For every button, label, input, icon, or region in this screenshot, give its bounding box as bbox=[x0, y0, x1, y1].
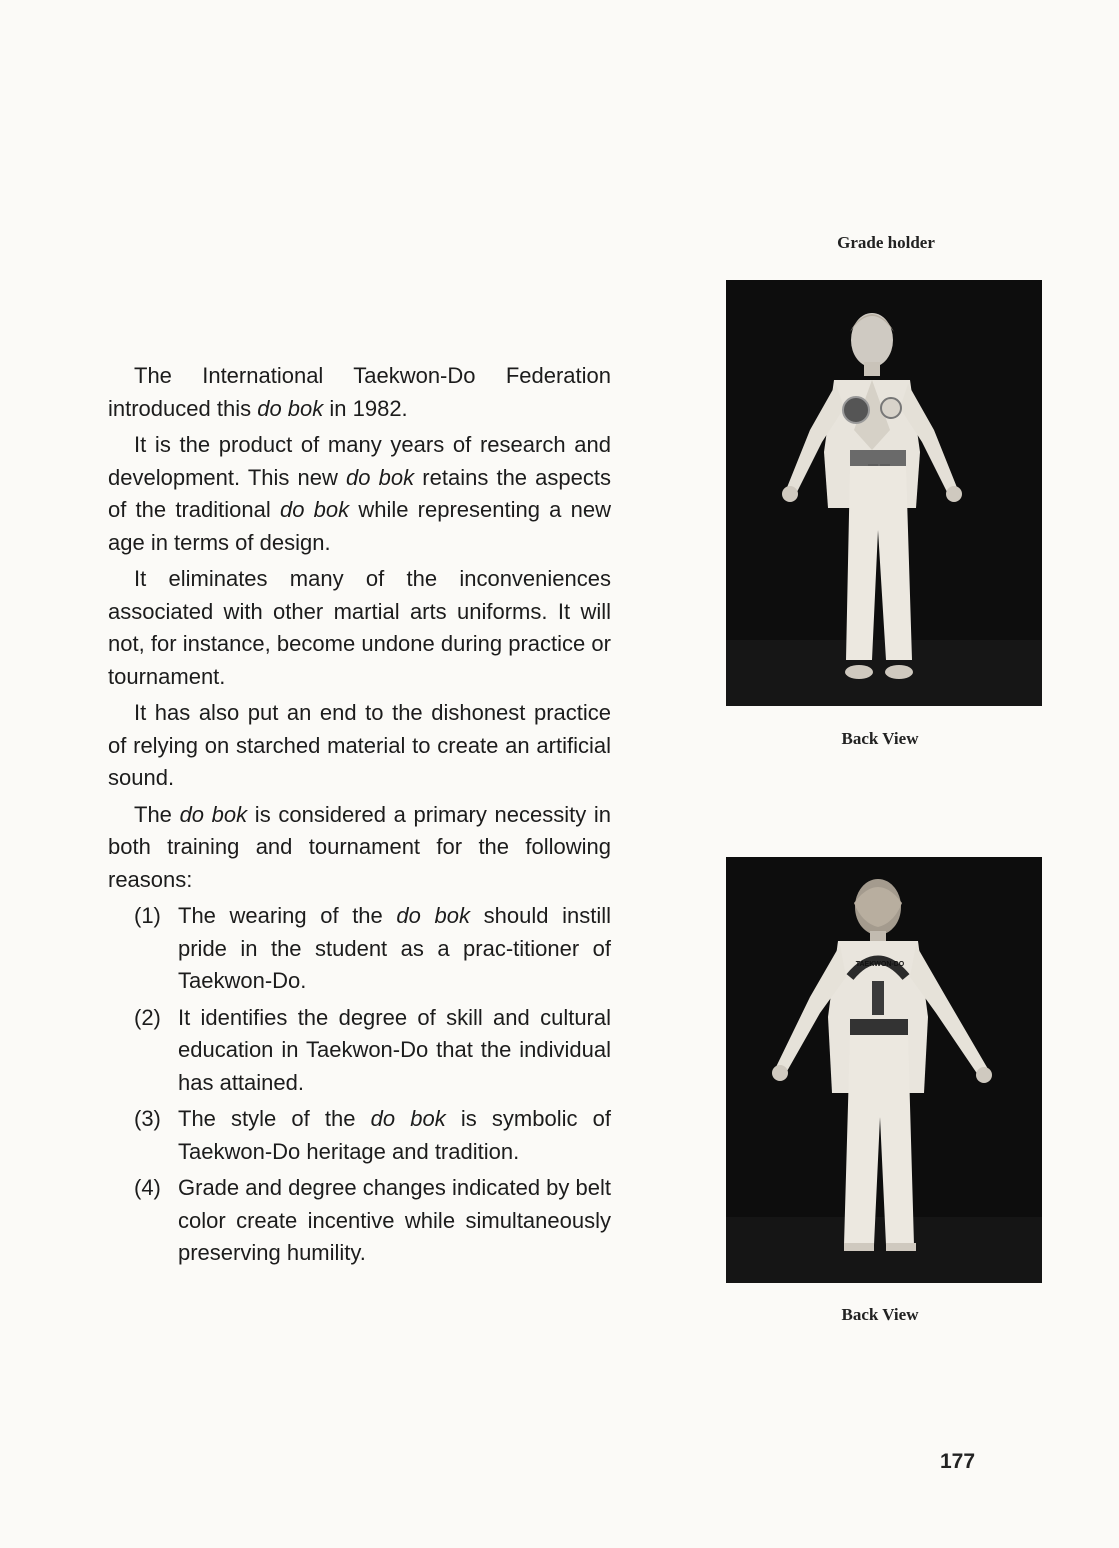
text-run: in 1982. bbox=[323, 395, 408, 421]
text-run: is considered a primary necessity in both training and tournament for the following reasons: bbox=[108, 801, 611, 892]
page-number: 177 bbox=[940, 1450, 976, 1473]
term-do-bok: do bok bbox=[370, 1106, 446, 1131]
caption-photo1: Back View bbox=[841, 729, 919, 748]
text-run: The wearing of the bbox=[178, 903, 397, 928]
text-run: It is the product of many years of research and development. This new bbox=[108, 432, 611, 490]
photo-front-view bbox=[726, 280, 1042, 706]
text-run: Grade and degree changes indicated by belt color create incentive while simultaneously preserving humility. bbox=[178, 1175, 611, 1265]
text-run: while representing a new age in terms of design. bbox=[108, 497, 611, 555]
figure-back-illustration bbox=[726, 857, 1042, 1283]
list-number: (4) bbox=[134, 1175, 161, 1200]
text-run: The bbox=[134, 801, 180, 827]
paragraph-3: It eliminates many of the inconveniences associated with other martial arts uniforms. It will not, for instance, become undone during practice or tournament. bbox=[108, 566, 611, 689]
list-number: (3) bbox=[134, 1106, 161, 1131]
text-run: The International Taekwon-Do Federation introduced this bbox=[108, 363, 611, 421]
list-item bbox=[108, 1103, 611, 1168]
text-run: should instill pride in the student as a prac-titioner of Taekwon-Do. bbox=[178, 903, 611, 993]
list-number: (2) bbox=[134, 1004, 161, 1030]
paragraph-2 bbox=[108, 429, 611, 559]
back-logo-text: TAEKWON-DO bbox=[855, 961, 905, 968]
paragraph-4: It has also put an end to the dishonest practice of relying on starched material to create an artificial sound. bbox=[108, 700, 611, 790]
term-do-bok: do bok bbox=[179, 801, 248, 827]
text-run: retains the aspects of the traditional bbox=[108, 464, 611, 522]
term-do-bok: do bok bbox=[396, 903, 470, 928]
photo-back-view bbox=[726, 857, 1042, 1283]
text-run: is symbolic of Taekwon-Do heritage and tradition. bbox=[178, 1106, 611, 1164]
paragraph-5 bbox=[108, 799, 611, 897]
list-number: (1) bbox=[134, 903, 161, 928]
reasons-list bbox=[108, 900, 611, 1270]
list-item bbox=[108, 1002, 611, 1100]
caption-grade-holder: Grade holder bbox=[837, 233, 935, 252]
text-run: It identifies the degree of skill and cultural education in Taekwon-Do that the individual has attained. bbox=[178, 1004, 611, 1095]
term-do-bok: do bok bbox=[346, 464, 415, 490]
figure-front-illustration bbox=[726, 280, 1042, 706]
list-item bbox=[108, 1172, 611, 1270]
paragraph-1 bbox=[108, 360, 611, 425]
term-do-bok: do bok bbox=[279, 497, 350, 522]
caption-photo2: Back View bbox=[841, 1305, 919, 1324]
term-do-bok: do bok bbox=[257, 395, 324, 421]
text-run: The style of the bbox=[178, 1106, 371, 1131]
list-item bbox=[108, 900, 611, 998]
body-text bbox=[108, 360, 611, 1274]
